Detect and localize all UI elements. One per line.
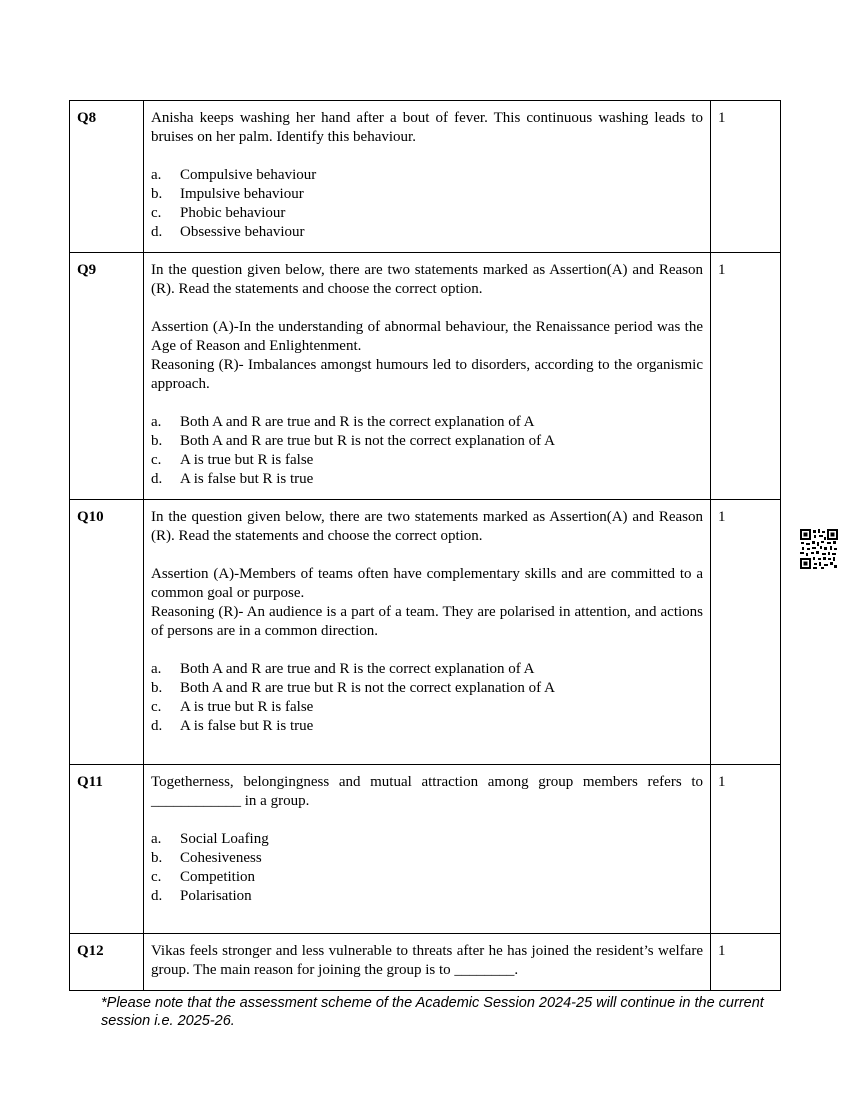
reason-text: Reasoning (R)- Imbalances amongst humours led to disorders, according to the organismic approach. xyxy=(151,357,703,392)
option-letter: c. xyxy=(151,699,162,715)
option-text: Both A and R are true and R is the correct explanation of A xyxy=(180,661,535,677)
question-body xyxy=(144,934,711,991)
question-body xyxy=(144,101,711,253)
option-a xyxy=(151,660,703,679)
option-text: Competition xyxy=(180,869,255,885)
question-row-q8 xyxy=(70,101,781,253)
question-table xyxy=(69,100,781,991)
option-letter: d. xyxy=(151,471,163,487)
option-letter: d. xyxy=(151,718,163,734)
question-stem: In the question given below, there are two statements marked as Assertion(A) and Reason (R). Read the statements and choose the correct option. xyxy=(151,509,703,544)
qr-code-icon xyxy=(800,529,838,569)
question-stem: Anisha keeps washing her hand after a bout of fever. This continuous washing leads to bruises on her palm. Identify this behaviour. xyxy=(151,110,703,145)
option-c xyxy=(151,868,703,887)
options-list xyxy=(151,830,703,906)
question-body xyxy=(144,253,711,500)
option-letter: c. xyxy=(151,205,162,221)
options-list xyxy=(151,413,703,489)
option-b xyxy=(151,679,703,698)
option-text: Both A and R are true but R is not the correct explanation of A xyxy=(180,433,555,449)
option-letter: d. xyxy=(151,224,163,240)
option-c xyxy=(151,698,703,717)
question-stem: Togetherness, belongingness and mutual attraction among group members refers to ____________ in a group. xyxy=(151,774,703,809)
question-number: Q10 xyxy=(70,500,144,765)
question-number: Q9 xyxy=(70,253,144,500)
question-body xyxy=(144,765,711,934)
options-list xyxy=(151,660,703,736)
question-number: Q11 xyxy=(70,765,144,934)
marks-cell: 1 xyxy=(711,765,781,934)
option-text: Both A and R are true and R is the correct explanation of A xyxy=(180,414,535,430)
option-b xyxy=(151,185,703,204)
question-number: Q8 xyxy=(70,101,144,253)
question-stem: In the question given below, there are two statements marked as Assertion(A) and Reason (R). Read the statements and choose the correct option. xyxy=(151,262,703,297)
option-text: Cohesiveness xyxy=(180,850,262,866)
question-row-q9 xyxy=(70,253,781,500)
option-letter: b. xyxy=(151,680,163,696)
option-text: A is false but R is true xyxy=(180,718,314,734)
option-letter: a. xyxy=(151,167,162,183)
option-b xyxy=(151,849,703,868)
question-stem: Vikas feels stronger and less vulnerable to threats after he has joined the resident’s welfare group. The main reason for joining the group is to ________. xyxy=(151,943,703,978)
option-a xyxy=(151,413,703,432)
question-row-q11 xyxy=(70,765,781,934)
option-text: Phobic behaviour xyxy=(180,205,286,221)
option-letter: b. xyxy=(151,850,163,866)
option-text: Both A and R are true but R is not the correct explanation of A xyxy=(180,680,555,696)
option-letter: d. xyxy=(151,888,163,904)
option-letter: a. xyxy=(151,831,162,847)
assertion-text: Assertion (A)-Members of teams often have complementary skills and are committed to a common goal or purpose. xyxy=(151,566,703,601)
assertion-text: Assertion (A)-In the understanding of abnormal behaviour, the Renaissance period was the Age of Reason and Enlightenment. xyxy=(151,319,703,354)
marks-cell: 1 xyxy=(711,500,781,765)
option-text: Polarisation xyxy=(180,888,252,904)
option-text: A is true but R is false xyxy=(180,452,314,468)
option-text: Compulsive behaviour xyxy=(180,167,317,183)
option-d xyxy=(151,470,703,489)
option-text: Impulsive behaviour xyxy=(180,186,304,202)
option-letter: a. xyxy=(151,414,162,430)
question-number: Q12 xyxy=(70,934,144,991)
marks-cell: 1 xyxy=(711,253,781,500)
option-c xyxy=(151,451,703,470)
option-letter: a. xyxy=(151,661,162,677)
option-text: A is false but R is true xyxy=(180,471,314,487)
option-a xyxy=(151,166,703,185)
question-row-q12 xyxy=(70,934,781,991)
footer-note: *Please note that the assessment scheme of the Academic Session 2024-25 will continue in the current session i.e. 2025-26. xyxy=(101,995,764,1029)
option-letter: b. xyxy=(151,186,163,202)
options-list xyxy=(151,166,703,242)
option-b xyxy=(151,432,703,451)
question-row-q10 xyxy=(70,500,781,765)
option-letter: c. xyxy=(151,452,162,468)
reason-text: Reasoning (R)- An audience is a part of a team. They are polarised in attention, and actions of persons are in a common direction. xyxy=(151,604,703,639)
qr-code-graphic xyxy=(800,529,838,569)
option-d xyxy=(151,887,703,906)
option-text: Social Loafing xyxy=(180,831,269,847)
option-text: Obsessive behaviour xyxy=(180,224,305,240)
option-text: A is true but R is false xyxy=(180,699,314,715)
marks-cell: 1 xyxy=(711,934,781,991)
option-d xyxy=(151,717,703,736)
marks-cell: 1 xyxy=(711,101,781,253)
option-c xyxy=(151,204,703,223)
option-letter: c. xyxy=(151,869,162,885)
option-letter: b. xyxy=(151,433,163,449)
question-body xyxy=(144,500,711,765)
option-a xyxy=(151,830,703,849)
option-d xyxy=(151,223,703,242)
